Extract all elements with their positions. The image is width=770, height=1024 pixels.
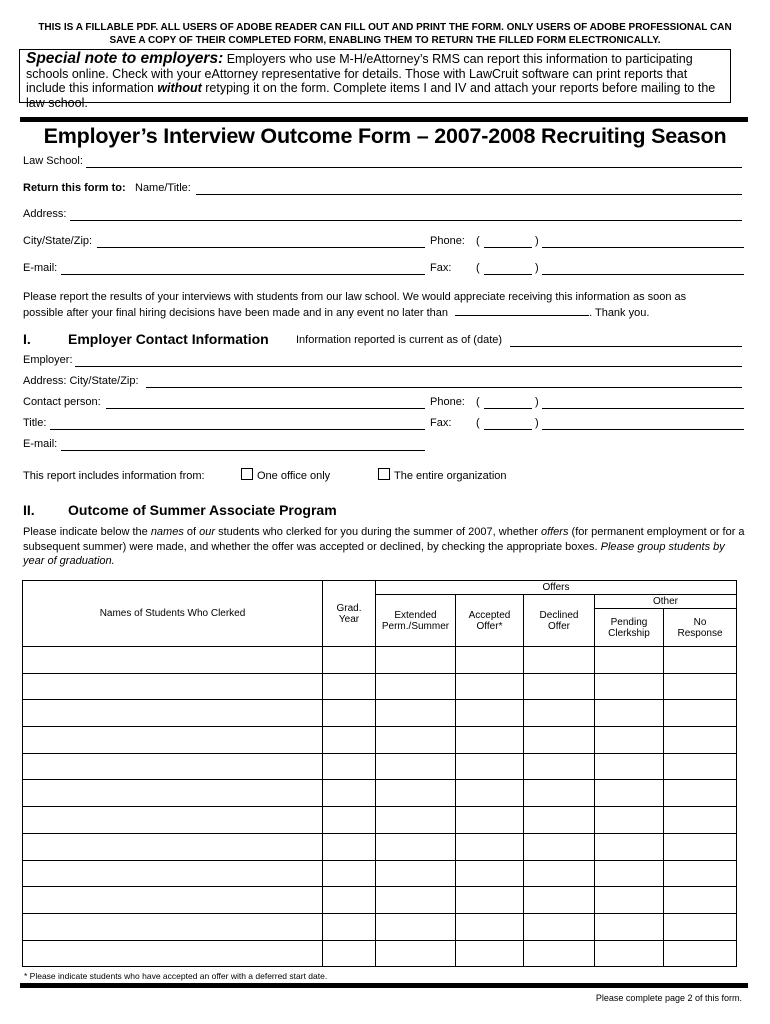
- instr-offers: offers: [540, 526, 569, 538]
- grad-header-line-1: Grad.: [336, 602, 362, 614]
- section-2-heading: Outcome of Summer Associate Program: [68, 502, 337, 518]
- employer-address-label: Address: City/State/Zip:: [23, 375, 139, 387]
- extended-cell[interactable]: [376, 727, 456, 754]
- extended-line-2: Perm./Summer: [381, 620, 450, 632]
- intro-line-2-text: possible after your final hiring decisions have been made and in any event no later than: [23, 306, 448, 319]
- pending-cell[interactable]: [595, 700, 664, 727]
- pending-cell[interactable]: [595, 860, 664, 887]
- contact-email-field[interactable]: [61, 450, 425, 451]
- grad-year-cell[interactable]: [323, 753, 376, 780]
- accepted-cell[interactable]: [456, 913, 524, 940]
- entire-organization-checkbox[interactable]: [378, 468, 390, 480]
- extended-cell[interactable]: [376, 753, 456, 780]
- contact-fax-label: Fax:: [430, 417, 452, 429]
- extended-cell[interactable]: [376, 780, 456, 807]
- grad-year-cell[interactable]: [323, 780, 376, 807]
- table-row: [23, 833, 737, 860]
- grad-year-cell[interactable]: [323, 940, 376, 967]
- student-name-cell[interactable]: [23, 647, 323, 674]
- accepted-line-1: Accepted: [468, 609, 511, 621]
- table-row: [23, 887, 737, 914]
- accepted-cell[interactable]: [456, 700, 524, 727]
- phone-area-code-field[interactable]: [484, 247, 532, 248]
- contact-phone-number-field[interactable]: [542, 408, 744, 409]
- grad-year-cell[interactable]: [323, 913, 376, 940]
- banner-line-1: THIS IS A FILLABLE PDF. ALL USERS OF ADOBE READER CAN FILL OUT AND PRINT THE FORM. ONLY USERS OF ADOBE PROFESSIONAL CAN: [38, 22, 732, 33]
- names-header: [23, 581, 323, 647]
- no-response-cell[interactable]: [664, 727, 737, 754]
- declined-cell[interactable]: [524, 940, 595, 967]
- fax-label: Fax:: [430, 262, 452, 274]
- accepted-cell[interactable]: [456, 887, 524, 914]
- address-field[interactable]: [70, 220, 742, 221]
- student-name-cell[interactable]: [23, 887, 323, 914]
- grad-header-line-2: Year: [338, 613, 360, 625]
- pending-cell[interactable]: [595, 940, 664, 967]
- instr-group: Please group students by year of graduation.: [23, 540, 725, 567]
- pending-cell[interactable]: [595, 753, 664, 780]
- entire-organization-label: The entire organization: [394, 470, 507, 482]
- no-response-cell[interactable]: [664, 833, 737, 860]
- extended-line-1: Extended: [394, 609, 437, 621]
- fax-area-open-paren: (: [476, 262, 480, 274]
- contact-fax-open-paren: (: [476, 417, 480, 429]
- employer-field[interactable]: [75, 366, 742, 367]
- grad-year-cell[interactable]: [323, 887, 376, 914]
- title-field[interactable]: [50, 429, 425, 430]
- footnote: * Please indicate students who have accepted an offer with a deferred start date.: [24, 971, 328, 981]
- table-row: [23, 700, 737, 727]
- student-name-cell[interactable]: [23, 860, 323, 887]
- pending-line-1: Pending: [610, 616, 648, 628]
- law-school-field[interactable]: [86, 167, 742, 168]
- one-office-checkbox[interactable]: [241, 468, 253, 480]
- pending-cell[interactable]: [595, 913, 664, 940]
- accepted-cell[interactable]: [456, 727, 524, 754]
- no-response-header: [664, 609, 737, 647]
- fillable-pdf-banner: [20, 22, 750, 47]
- contact-phone-open-paren: (: [476, 396, 480, 408]
- one-office-label: One office only: [257, 470, 331, 482]
- email-field[interactable]: [61, 274, 425, 275]
- grad-year-cell[interactable]: [323, 833, 376, 860]
- instr-part-2: of: [183, 526, 200, 538]
- other-header: [595, 595, 737, 609]
- contact-phone-area-field[interactable]: [484, 408, 532, 409]
- no-response-cell[interactable]: [664, 780, 737, 807]
- contact-fax-number-field[interactable]: [542, 429, 744, 430]
- current-as-of-date-field[interactable]: [510, 346, 742, 347]
- accepted-cell[interactable]: [456, 647, 524, 674]
- no-response-cell[interactable]: [664, 673, 737, 700]
- student-name-cell[interactable]: [23, 807, 323, 834]
- accepted-cell[interactable]: [456, 807, 524, 834]
- no-response-cell[interactable]: [664, 913, 737, 940]
- name-title-field[interactable]: [196, 194, 742, 195]
- accepted-cell[interactable]: [456, 673, 524, 700]
- table-row: [23, 753, 737, 780]
- email-label: E-mail:: [23, 262, 58, 274]
- pending-cell[interactable]: [595, 727, 664, 754]
- extended-cell[interactable]: [376, 673, 456, 700]
- table-row: [23, 647, 737, 674]
- declined-cell[interactable]: [524, 807, 595, 834]
- section-2-number: II.: [23, 502, 35, 518]
- accepted-cell[interactable]: [456, 833, 524, 860]
- accepted-cell[interactable]: [456, 780, 524, 807]
- grad-year-cell[interactable]: [323, 860, 376, 887]
- contact-phone-close-paren: ): [535, 396, 539, 408]
- phone-number-field[interactable]: [542, 247, 744, 248]
- return-to-label: Return this form to:: [23, 182, 126, 194]
- extended-header: [376, 595, 456, 647]
- no-response-cell[interactable]: [664, 700, 737, 727]
- address-label: Address:: [23, 208, 67, 220]
- intro-paragraph: [23, 290, 748, 320]
- table-row: [23, 913, 737, 940]
- fax-area-close-paren: ): [535, 262, 539, 274]
- no-response-cell[interactable]: [664, 807, 737, 834]
- offers-header: [376, 581, 737, 595]
- no-response-line-1: No: [693, 616, 707, 628]
- accepted-line-2: Offer*: [476, 620, 503, 632]
- special-note-emphasis: without: [157, 81, 202, 95]
- city-state-zip-label: City/State/Zip:: [23, 235, 93, 247]
- contact-email-label: E-mail:: [23, 438, 58, 450]
- accepted-cell[interactable]: [456, 860, 524, 887]
- section-1-heading: Employer Contact Information: [68, 331, 269, 347]
- table-row: [23, 780, 737, 807]
- no-response-cell[interactable]: [664, 940, 737, 967]
- fax-number-field[interactable]: [542, 274, 744, 275]
- name-title-label: Name/Title:: [135, 182, 191, 194]
- extended-cell[interactable]: [376, 913, 456, 940]
- student-name-cell[interactable]: [23, 673, 323, 700]
- contact-fax-close-paren: ): [535, 417, 539, 429]
- declined-cell[interactable]: [524, 887, 595, 914]
- table-row: [23, 673, 737, 700]
- extended-cell[interactable]: [376, 887, 456, 914]
- city-state-zip-field[interactable]: [97, 247, 425, 248]
- section-2-instructions: [23, 525, 748, 569]
- student-name-cell[interactable]: [23, 833, 323, 860]
- no-response-cell[interactable]: [664, 753, 737, 780]
- declined-cell[interactable]: [524, 780, 595, 807]
- phone-label: Phone:: [430, 235, 465, 247]
- grad-year-cell[interactable]: [323, 700, 376, 727]
- extended-cell[interactable]: [376, 647, 456, 674]
- page-2-note: Please complete page 2 of this form.: [595, 993, 742, 1003]
- student-name-cell[interactable]: [23, 700, 323, 727]
- grad-year-cell[interactable]: [323, 807, 376, 834]
- no-response-cell[interactable]: [664, 887, 737, 914]
- grad-year-cell[interactable]: [323, 673, 376, 700]
- special-note-box: [19, 49, 731, 110]
- declined-cell[interactable]: [524, 673, 595, 700]
- instr-names: names: [150, 526, 184, 538]
- pending-cell[interactable]: [595, 673, 664, 700]
- student-name-cell[interactable]: [23, 940, 323, 967]
- report-includes-label: This report includes information from:: [23, 470, 205, 482]
- pending-cell[interactable]: [595, 780, 664, 807]
- instr-part-4: (for permanent employment or for a subsequent summer) were made, and whether the offer was accepted or declined, by checking the appropriate boxes.: [23, 526, 745, 553]
- student-name-cell[interactable]: [23, 753, 323, 780]
- employer-label: Employer:: [23, 354, 73, 366]
- banner-line-2: SAVE A COPY OF THEIR COMPLETED FORM, ENABLING THEM TO RETURN THE FILLED FORM ELECTRONICALLY.: [109, 34, 661, 46]
- extended-cell[interactable]: [376, 807, 456, 834]
- table-row: [23, 860, 737, 887]
- extended-cell[interactable]: [376, 700, 456, 727]
- table-row: [23, 727, 737, 754]
- extended-cell[interactable]: [376, 940, 456, 967]
- deadline-date-field[interactable]: [455, 305, 589, 316]
- summer-associate-table: [22, 580, 737, 967]
- names-header-text: Names of Students Who Clerked: [99, 608, 246, 619]
- contact-fax-area-field[interactable]: [484, 429, 532, 430]
- declined-cell[interactable]: [524, 727, 595, 754]
- phone-area-close-paren: ): [535, 235, 539, 247]
- table-row: [23, 940, 737, 967]
- pending-cell[interactable]: [595, 833, 664, 860]
- intro-line-1: Please report the results of your interviews with students from our law school. We would appreciate receiving this information as soon as: [23, 291, 687, 303]
- accepted-header: [456, 595, 524, 647]
- contact-person-label: Contact person:: [23, 396, 101, 408]
- pending-header: [595, 609, 664, 647]
- top-divider: [20, 117, 748, 122]
- instr-our: our: [199, 526, 216, 538]
- declined-line-2: Offer: [547, 620, 571, 632]
- law-school-label: Law School:: [23, 155, 83, 167]
- extended-cell[interactable]: [376, 833, 456, 860]
- form-title: Employer’s Interview Outcome Form – 2007-2008 Recruiting Season: [43, 124, 727, 148]
- grad-year-header: [323, 581, 376, 647]
- declined-cell[interactable]: [524, 700, 595, 727]
- accepted-cell[interactable]: [456, 940, 524, 967]
- pending-cell[interactable]: [595, 647, 664, 674]
- declined-line-1: Declined: [539, 609, 579, 621]
- pending-line-2: Clerkship: [608, 627, 650, 639]
- declined-cell[interactable]: [524, 860, 595, 887]
- declined-cell[interactable]: [524, 647, 595, 674]
- student-name-cell[interactable]: [23, 780, 323, 807]
- no-response-line-2: Response: [677, 627, 723, 639]
- extended-cell[interactable]: [376, 860, 456, 887]
- special-note-text-1: Employers who use M-H/eAttorney’s RMS can report this information to participating schools online. Check with your eAttorney representative for details. Those with LawCruit software can print reports that include this information: [26, 52, 693, 95]
- instr-part-1: Please indicate below the: [23, 526, 151, 538]
- fax-area-code-field[interactable]: [484, 274, 532, 275]
- no-response-cell[interactable]: [664, 860, 737, 887]
- declined-cell[interactable]: [524, 913, 595, 940]
- student-name-cell[interactable]: [23, 913, 323, 940]
- bottom-divider: [20, 983, 748, 988]
- table-row: [23, 807, 737, 834]
- declined-cell[interactable]: [524, 753, 595, 780]
- special-note-text-2: retyping it on the form. Complete items I and IV and attach your reports before mailing to the law school.: [26, 81, 716, 110]
- no-response-cell[interactable]: [664, 647, 737, 674]
- employer-address-field[interactable]: [146, 387, 742, 388]
- phone-area-open-paren: (: [476, 235, 480, 247]
- instr-part-3: students who clerked for you during the summer of 2007, whether: [215, 526, 541, 538]
- pending-cell[interactable]: [595, 887, 664, 914]
- contact-person-field[interactable]: [106, 408, 425, 409]
- grad-year-cell[interactable]: [323, 647, 376, 674]
- pending-cell[interactable]: [595, 807, 664, 834]
- special-note-lead: Special note to employers:: [26, 50, 224, 67]
- section-1-number: I.: [23, 331, 31, 347]
- accepted-cell[interactable]: [456, 753, 524, 780]
- title-label: Title:: [23, 417, 47, 429]
- offers-header-text: Offers: [542, 582, 570, 593]
- other-header-text: Other: [652, 596, 678, 607]
- intro-line-2: [23, 305, 748, 321]
- declined-header: [524, 595, 595, 647]
- declined-cell[interactable]: [524, 833, 595, 860]
- grad-year-cell[interactable]: [323, 727, 376, 754]
- contact-phone-label: Phone:: [430, 396, 465, 408]
- current-as-of-label: Information reported is current as of (date): [296, 334, 503, 346]
- intro-thank-you: . Thank you.: [589, 306, 650, 319]
- student-name-cell[interactable]: [23, 727, 323, 754]
